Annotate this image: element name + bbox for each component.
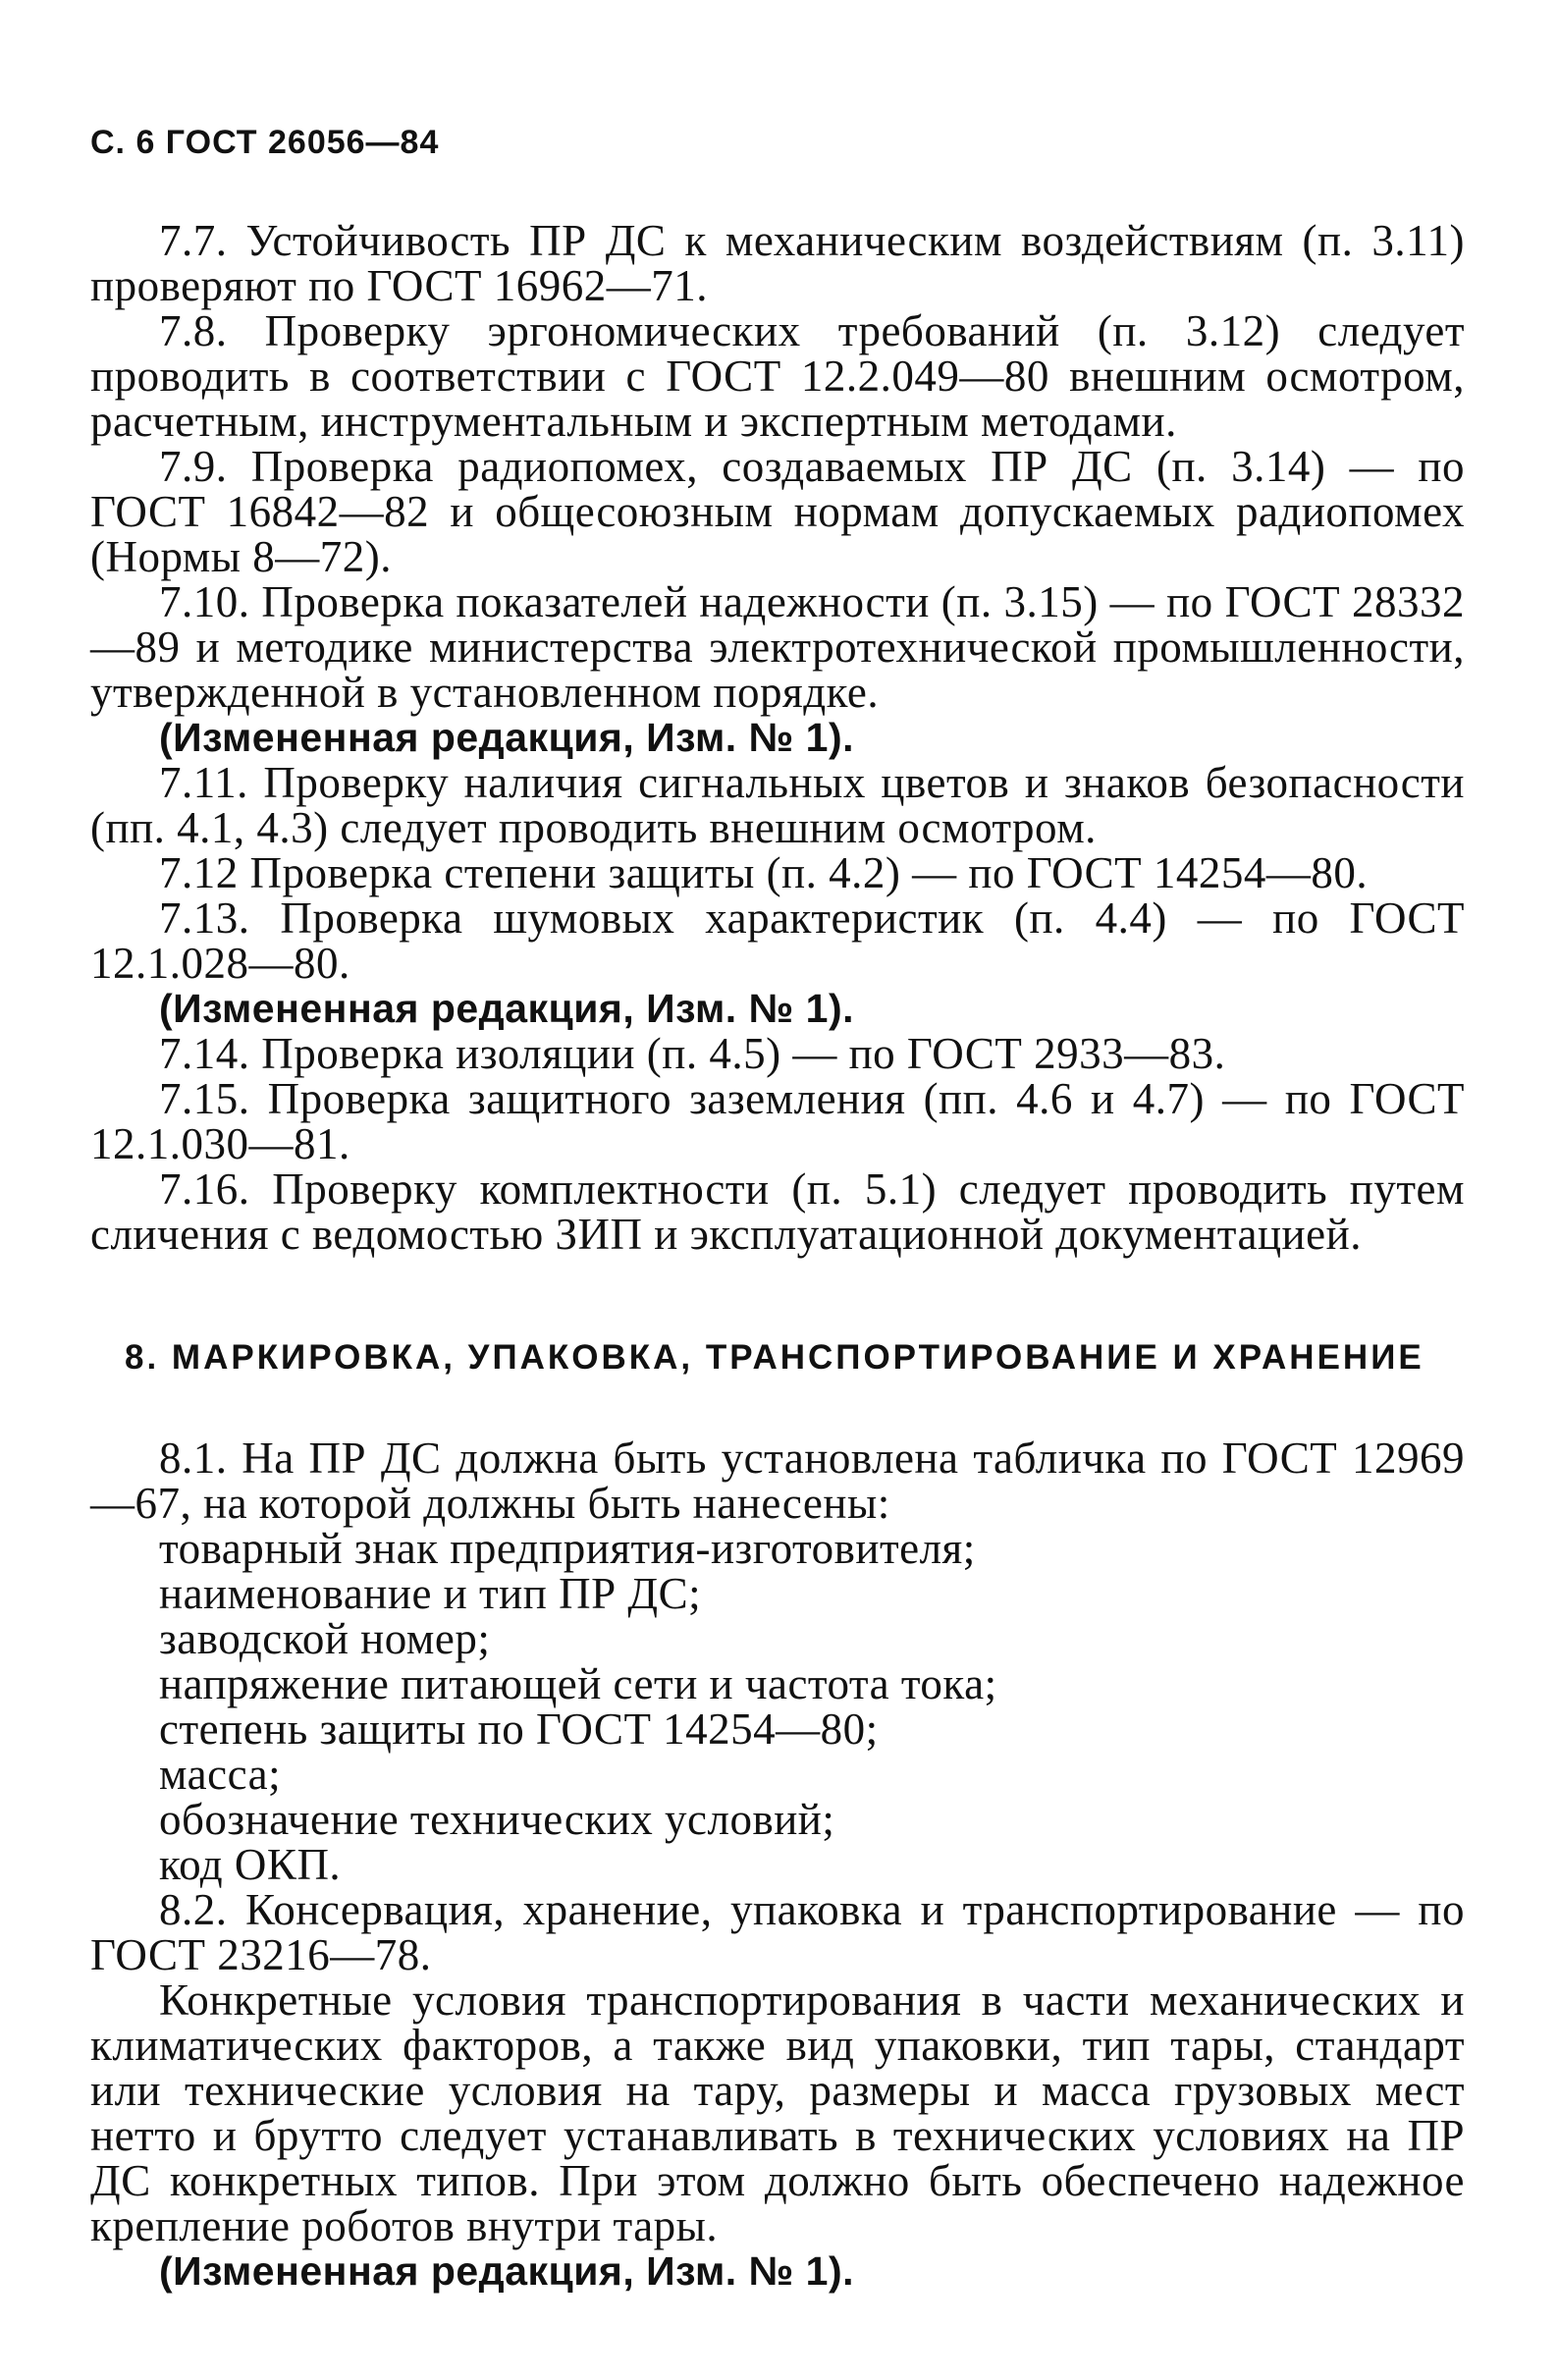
list-item: код ОКП. [159, 1840, 342, 1889]
paragraph-7-13: 7.13. Проверка шумовых характеристик (п. 4.4) — по ГОСТ 12.1.028—80. [90, 893, 1465, 988]
list-item: товарный знак предприятия-изготовителя; [159, 1524, 976, 1573]
paragraph-7-14: 7.14. Проверка изоляции (п. 4.5) — по ГОСТ 2933—83. [159, 1029, 1226, 1078]
paragraph-8-2-details: Конкретные условия транспортирования в части механических и климатических факторов, а также вид упаковки, тип тары, стандарт или технические условия на тару, размеры и масса грузовых мест нетто и брутто следует устанавливать в технических условиях на ПР ДС конкретных типов. При этом должно быть обеспечено надежное крепление роботов внутри тары. [90, 1975, 1465, 2250]
paragraph-7-11: 7.11. Проверку наличия сигнальных цветов и знаков безопасности (пп. 4.1, 4.3) следует проводить внешним осмотром. [90, 758, 1465, 852]
paragraph-7-15: 7.15. Проверка защитного заземления (пп. 4.6 и 4.7) — по ГОСТ 12.1.030—81. [90, 1074, 1465, 1168]
list-item: масса; [159, 1750, 282, 1799]
paragraph-7-9: 7.9. Проверка радиопомех, создаваемых ПР ДС (п. 3.14) — по ГОСТ 16842—82 и общесоюзным нормам допускаемых радиопомех (Нормы 8—72). [90, 442, 1465, 581]
amendment-note: (Измененная редакция, Изм. № 1). [159, 2248, 855, 2294]
list-item: заводской номер; [159, 1614, 491, 1663]
document-body [90, 218, 1465, 2294]
paragraph-7-10: 7.10. Проверка показателей надежности (п. 3.15) — по ГОСТ 28332—89 и методике министерства электротехнической промышленности, утвержденной в установленном порядке. [90, 577, 1465, 717]
amendment-note: (Измененная редакция, Изм. № 1). [159, 715, 855, 760]
paragraph-7-12: 7.12 Проверка степени защиты (п. 4.2) — по ГОСТ 14254—80. [159, 848, 1369, 897]
paragraph-8-1: 8.1. На ПР ДС должна быть установлена табличка по ГОСТ 12969—67, на которой должны быть нанесены: [90, 1433, 1465, 1528]
paragraph-7-7: 7.7. Устойчивость ПР ДС к механическим воздействиям (п. 3.11) проверяют по ГОСТ 16962—71. [90, 216, 1465, 310]
paragraph-8-2: 8.2. Консервация, хранение, упаковка и транспортирование — по ГОСТ 23216—78. [90, 1885, 1465, 1979]
list-item: наименование и тип ПР ДС; [159, 1569, 702, 1618]
section-8-title: 8. МАРКИРОВКА, УПАКОВКА, ТРАНСПОРТИРОВАНИЕ И ХРАНЕНИЕ [125, 1338, 1424, 1377]
list-item: степень защиты по ГОСТ 14254—80; [159, 1704, 879, 1754]
list-item: напряжение питающей сети и частота тока; [159, 1659, 997, 1708]
paragraph-7-8: 7.8. Проверку эргономических требований (п. 3.12) следует проводить в соответствии с ГОСТ 12.2.049—80 внешним осмотром, расчетным, инструментальным и экспертным методами. [90, 306, 1465, 446]
amendment-note: (Измененная редакция, Изм. № 1). [159, 986, 855, 1031]
paragraph-7-16: 7.16. Проверку комплектности (п. 5.1) следует проводить путем сличения с ведомостью ЗИП и эксплуатационной документацией. [90, 1164, 1465, 1259]
list-item: обозначение технических условий; [159, 1795, 835, 1844]
page-header: С. 6 ГОСТ 26056—84 [90, 124, 440, 161]
